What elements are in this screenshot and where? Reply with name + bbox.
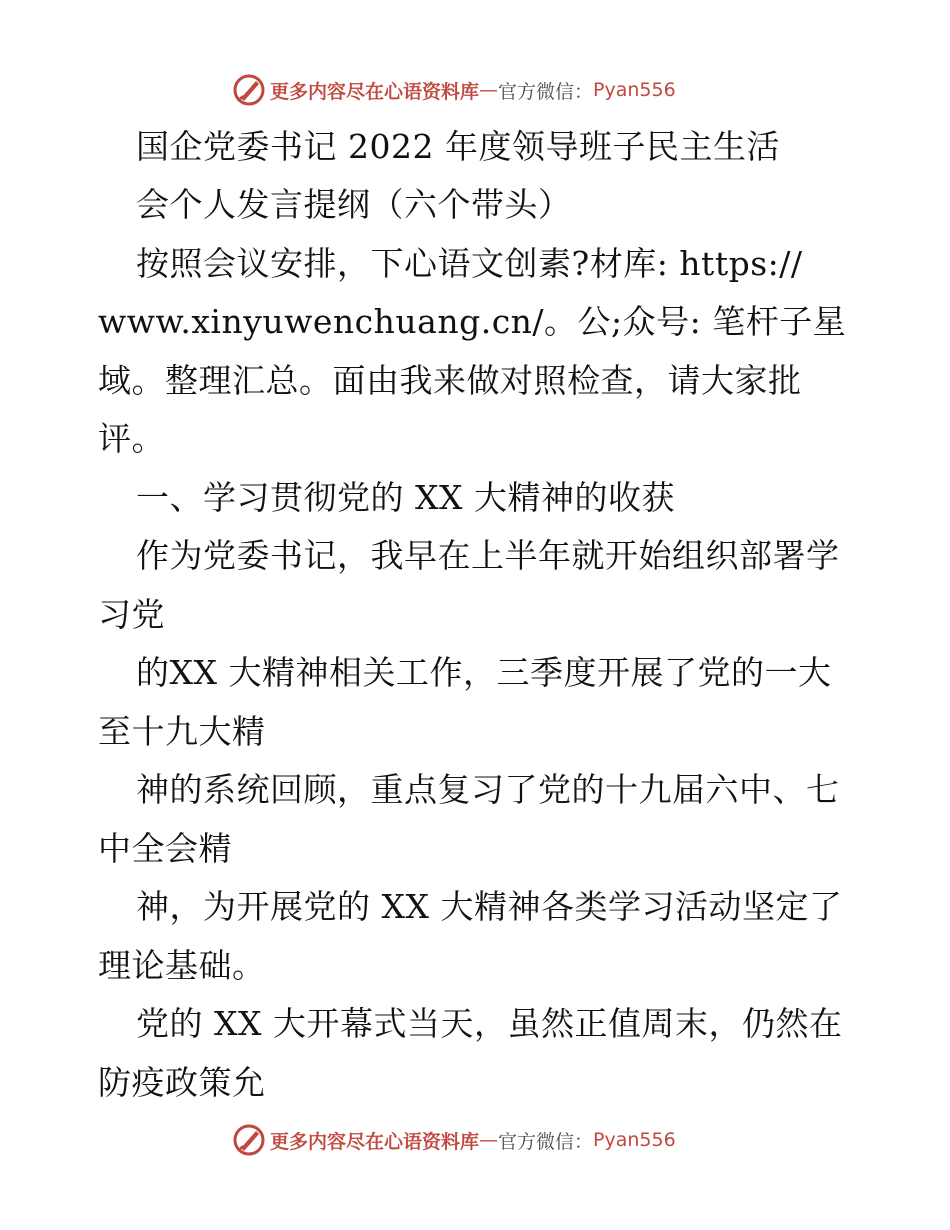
banner-wechat-label: 官方微信： bbox=[498, 80, 594, 103]
section-heading: 一、学习贯彻党的 XX 大精神的收获 bbox=[136, 478, 675, 517]
paragraph-line: 习党 bbox=[98, 595, 165, 634]
paragraph-line: 域。整理汇总。面由我来做对照检查，请大家批 bbox=[98, 361, 802, 400]
paragraph-line: www.xinyuwenchuang.cn/。公;众号: 笔杆子星 bbox=[98, 302, 847, 341]
paragraph-line: 防疫政策允 bbox=[98, 1063, 266, 1102]
banner-main-text: 更多内容尽在心语资料库 bbox=[270, 80, 480, 103]
paragraph-line: 按照会议安排，下心语文创素?材库: https:// bbox=[136, 244, 803, 283]
paragraph-line: 作为党委书记，我早在上半年就开始组织部署学 bbox=[136, 536, 840, 575]
banner-wechat-id: Pyan556 bbox=[593, 1129, 676, 1151]
banner-separator: — bbox=[479, 1129, 499, 1151]
title-line-1: 国企党委书记 2022 年度领导班子民主生活 bbox=[136, 127, 780, 166]
paragraph-line: 神，为开展党的 XX 大精神各类学习活动坚定了 bbox=[136, 887, 843, 926]
paragraph-line: 评。 bbox=[98, 419, 165, 458]
paragraph-line: 理论基础。 bbox=[98, 946, 266, 985]
paragraph-line: 中全会精 bbox=[98, 829, 232, 868]
paragraph-line: 的XX 大精神相关工作，三季度开展了党的一大 bbox=[136, 653, 832, 692]
paragraph-line: 党的 XX 大开幕式当天，虽然正值周末，仍然在 bbox=[136, 1004, 843, 1043]
banner-wechat-id: Pyan556 bbox=[593, 79, 676, 101]
banner-separator: — bbox=[479, 79, 499, 101]
footer-banner bbox=[232, 1122, 752, 1158]
paragraph-line: 至十九大精 bbox=[98, 712, 266, 751]
banner-wechat-label: 官方微信： bbox=[498, 1130, 594, 1153]
title-line-2: 会个人发言提纲（六个带头） bbox=[136, 185, 572, 224]
paragraph-line: 神的系统回顾，重点复习了党的十九届六中、七 bbox=[136, 770, 840, 809]
quill-logo-icon bbox=[232, 1123, 266, 1157]
banner-main-text: 更多内容尽在心语资料库 bbox=[270, 1130, 480, 1153]
